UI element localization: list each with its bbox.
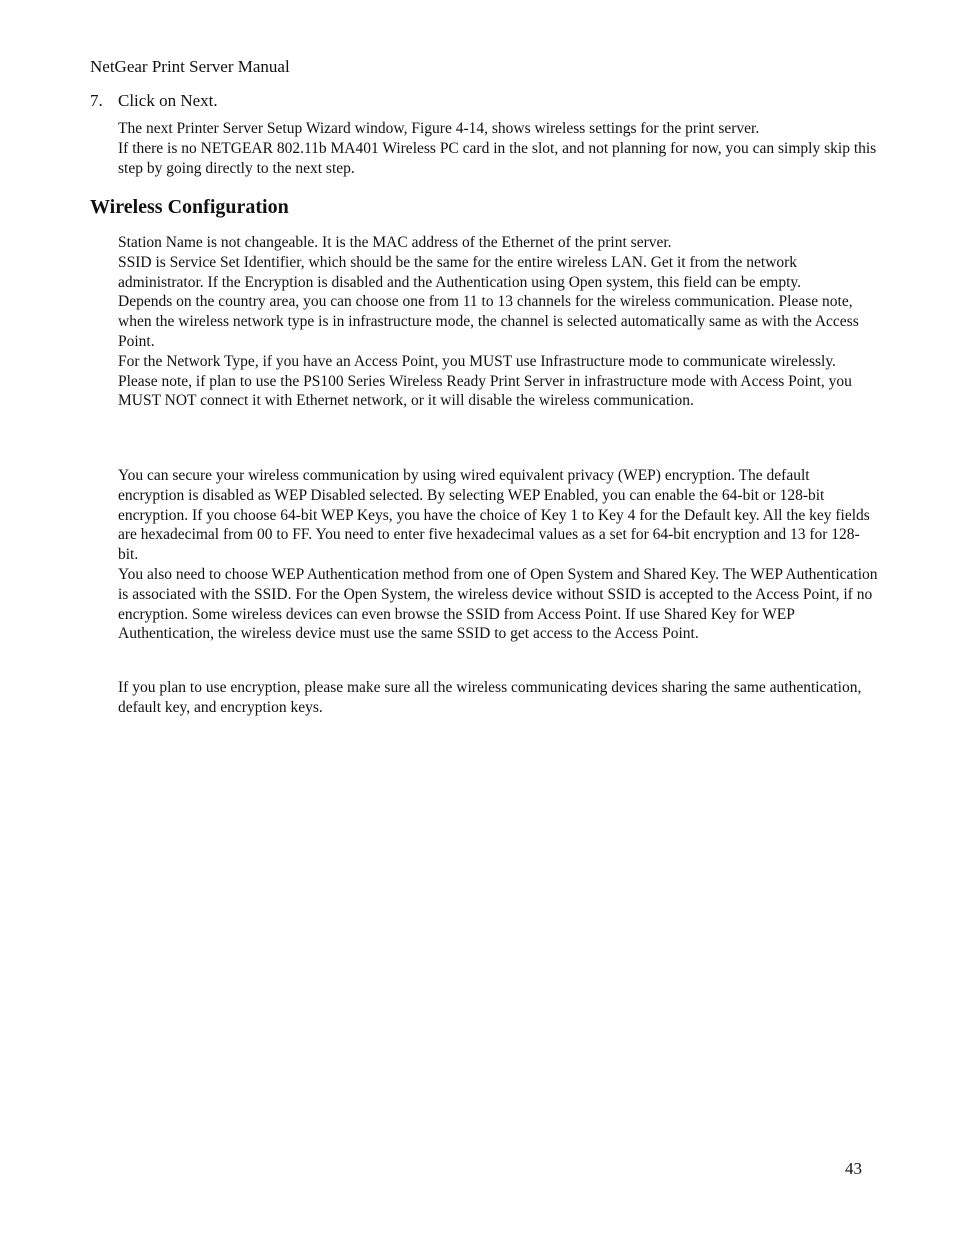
- security-paragraph-wep: You can secure your wireless communication by using wired equivalent privacy (WEP) encryption. The default encryption is disabled as WEP Disabled selected. By selecting WEP Enabled, you can enable the 64-bit or 128-bit encryption. If you choose 64-bit WEP Keys, you have the choice of Key 1 to Key 4 for the Default key. All the key fields are hexadecimal from 00 to FF. You need to enter five hexadecimal values as a set for 64-bit encryption and 13 for 128-bit.: [118, 467, 870, 564]
- section-heading: Wireless Configuration: [90, 196, 289, 218]
- intro-paragraph: If there is no NETGEAR 802.11b MA401 Wireless PC card in the slot, and not planning for now, you can simply skip this step by going directly to the next step.: [118, 139, 877, 177]
- settings-paragraph-station-name: Station Name is not changeable. It is the MAC address of the Ethernet of the print server.: [118, 234, 672, 251]
- settings-paragraph-network-type: For the Network Type, if you have an Access Point, you MUST use Infrastructure mode to communicate wirelessly. Please note, if plan to use the PS100 Series Wireless Ready Print Server in infrastructure mode with Access Point, you MUST NOT connect it with Ethernet network, or it will disable the wireless communication.: [118, 352, 852, 410]
- step-number: 7.: [90, 91, 103, 110]
- page-number: 43: [845, 1159, 862, 1178]
- running-header: NetGear Print Server Manual: [90, 57, 290, 76]
- security-block: [118, 466, 878, 644]
- settings-paragraph-ssid: SSID is Service Set Identifier, which should be the same for the entire wireless LAN. Get it from the network administrator. If the Encryption is disabled and the Authentication using Open system, this field can be empty.: [118, 253, 802, 291]
- step-text: Click on Next.: [118, 91, 218, 110]
- settings-block: [118, 233, 878, 411]
- step-item: [90, 90, 218, 111]
- intro-paragraph: The next Printer Server Setup Wizard window, Figure 4-14, shows wireless settings for the print server.: [118, 120, 760, 137]
- settings-paragraph-channel: Depends on the country area, you can choose one from 11 to 13 channels for the wireless communication. Please note, when the wireless network type is in infrastructure mode, the channel is selected automatically same as with the Access Point.: [118, 293, 859, 350]
- closing-block: [118, 678, 878, 718]
- security-paragraph-authentication: You also need to choose WEP Authentication method from one of Open System and Shared Key. The WEP Authentication is associated with the SSID. For the Open System, the wireless device without SSID is accepted to the Access Point, if no encryption. Some wireless devices can even browse the SSID from Access Point. If use Shared Key for WEP Authentication, the wireless device must use the same SSID to get access to the Access Point.: [118, 565, 878, 643]
- intro-block: [118, 119, 878, 178]
- closing-paragraph: If you plan to use encryption, please make sure all the wireless communicating devices sharing the same authentication, default key, and encryption keys.: [118, 679, 862, 716]
